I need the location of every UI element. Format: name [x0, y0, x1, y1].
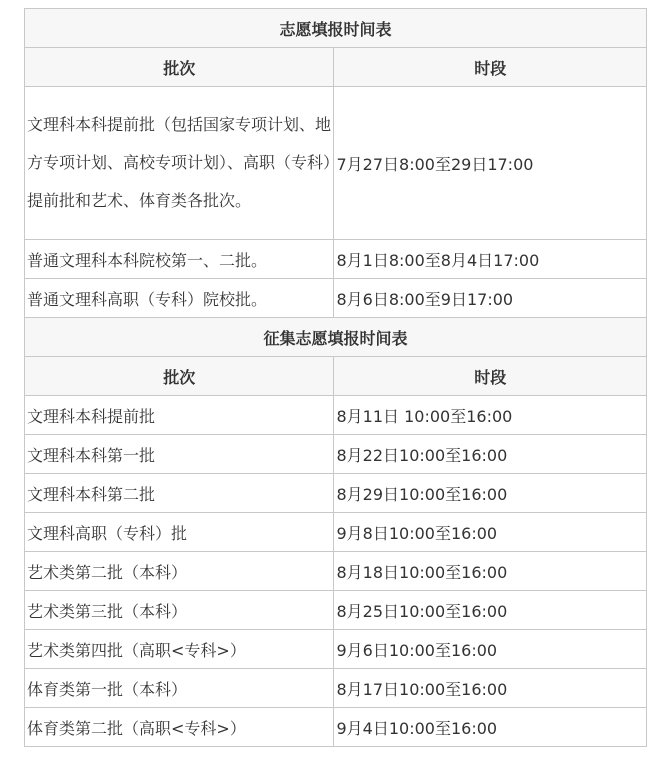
table2-title-row	[25, 318, 647, 357]
time-cell: 9月6日10:00至16:00	[334, 630, 647, 669]
table-row	[25, 552, 647, 591]
batch-cell: 艺术类第四批（高职<专科>）	[25, 630, 334, 669]
time-cell: 8月29日10:00至16:00	[334, 474, 647, 513]
table-row	[25, 708, 647, 747]
batch-cell: 文理科本科第一批	[25, 435, 334, 474]
table2-header-time: 时段	[334, 357, 647, 396]
table-row	[25, 435, 647, 474]
table-row	[25, 474, 647, 513]
table1-header-row	[25, 48, 647, 87]
table-row	[25, 591, 647, 630]
batch-cell: 艺术类第三批（本科）	[25, 591, 334, 630]
table-row	[25, 87, 647, 240]
time-cell: 8月25日10:00至16:00	[334, 591, 647, 630]
table-row	[25, 240, 647, 279]
batch-cell: 文理科高职（专科）批	[25, 513, 334, 552]
table1-header-batch: 批次	[25, 48, 334, 87]
table-row	[25, 513, 647, 552]
schedule-container	[24, 8, 647, 747]
table2-title: 征集志愿填报时间表	[25, 318, 647, 357]
batch-cell: 艺术类第二批（本科）	[25, 552, 334, 591]
batch-cell: 体育类第一批（本科）	[25, 669, 334, 708]
time-cell: 9月4日10:00至16:00	[334, 708, 647, 747]
table-row	[25, 396, 647, 435]
table-row	[25, 279, 647, 318]
time-cell: 8月6日8:00至9日17:00	[334, 279, 647, 318]
time-cell: 8月1日8:00至8月4日17:00	[334, 240, 647, 279]
batch-cell: 体育类第二批（高职<专科>）	[25, 708, 334, 747]
table-row	[25, 630, 647, 669]
time-cell: 8月17日10:00至16:00	[334, 669, 647, 708]
time-cell: 8月22日10:00至16:00	[334, 435, 647, 474]
table2-header-row	[25, 357, 647, 396]
batch-cell: 文理科本科提前批（包括国家专项计划、地方专项计划、高校专项计划）、高职（专科）提前批和艺术、体育类各批次。	[25, 87, 334, 240]
time-cell: 7月27日8:00至29日17:00	[334, 87, 647, 240]
batch-cell: 普通文理科本科院校第一、二批。	[25, 240, 334, 279]
table-row	[25, 669, 647, 708]
table2-header-batch: 批次	[25, 357, 334, 396]
table1-title-row	[25, 9, 647, 48]
time-cell: 8月11日 10:00至16:00	[334, 396, 647, 435]
table1-header-time: 时段	[334, 48, 647, 87]
table1-title: 志愿填报时间表	[25, 9, 647, 48]
batch-cell: 文理科本科第二批	[25, 474, 334, 513]
time-cell: 8月18日10:00至16:00	[334, 552, 647, 591]
batch-cell: 文理科本科提前批	[25, 396, 334, 435]
batch-cell: 普通文理科高职（专科）院校批。	[25, 279, 334, 318]
time-cell: 9月8日10:00至16:00	[334, 513, 647, 552]
schedule-table	[24, 8, 647, 747]
